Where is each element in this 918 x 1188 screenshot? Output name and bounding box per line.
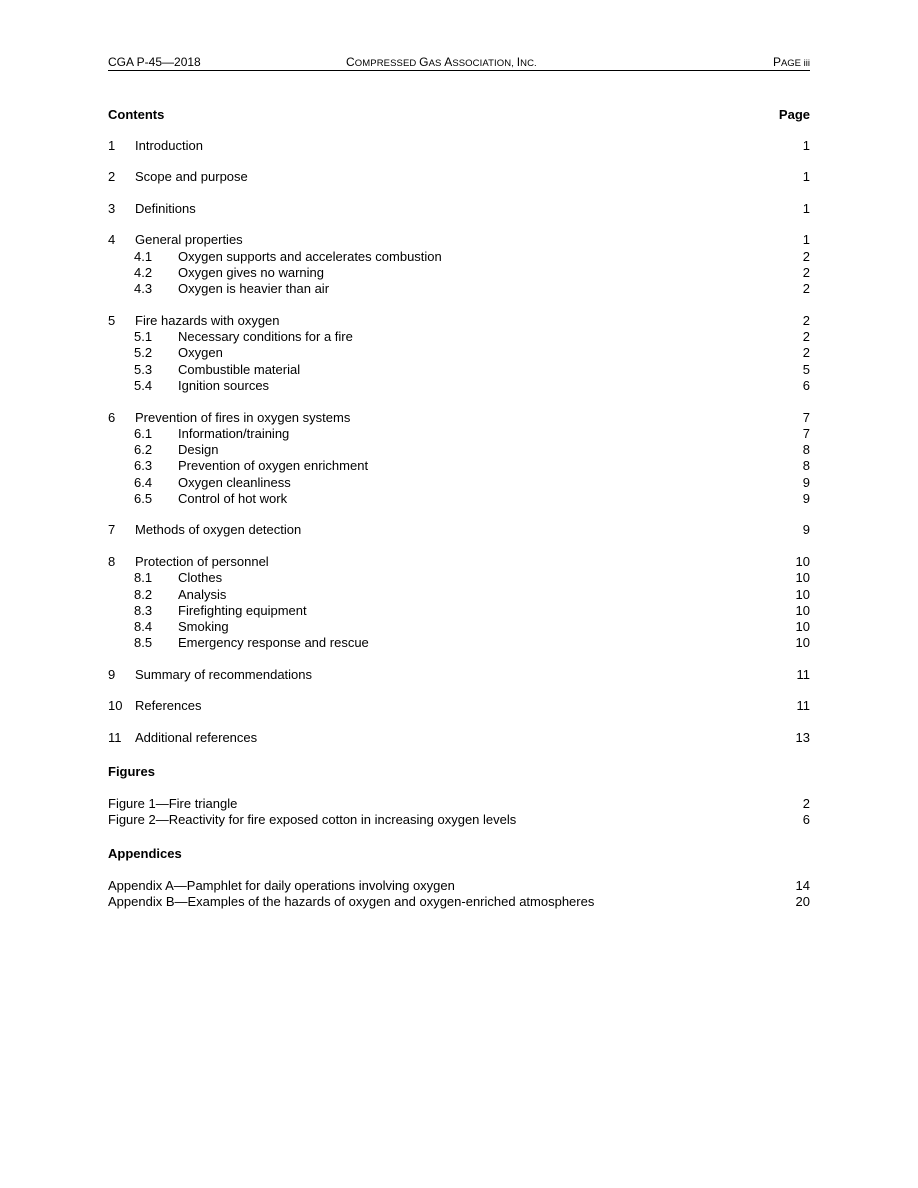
- section-number: 6: [108, 409, 116, 425]
- entry-page-number: 9: [802, 522, 810, 538]
- entry-page-number: 8: [802, 442, 810, 458]
- section-number: 4.1: [134, 248, 153, 264]
- entry-label: Emergency response and rescue: [178, 635, 369, 651]
- entry-label: Appendix B—Examples of the hazards of oxygen and oxygen-enriched atmospheres: [108, 894, 595, 910]
- entry-label: Prevention of oxygen enrichment: [178, 458, 369, 474]
- entry-label: Clothes: [178, 570, 223, 586]
- entry-label: Prevention of fires in oxygen systems: [135, 409, 351, 425]
- contents-title: Contents: [108, 107, 165, 122]
- toc-subentry[interactable]: [108, 458, 810, 474]
- section-number: 6.1: [134, 425, 153, 441]
- toc-entry[interactable]: [108, 698, 810, 714]
- section-number: 8.1: [134, 570, 153, 586]
- entry-label: Scope and purpose: [135, 169, 248, 185]
- section-number: 8.4: [134, 619, 153, 635]
- entry-label: Oxygen cleanliness: [178, 474, 291, 490]
- entry-label: Ignition sources: [178, 378, 270, 394]
- toc-subentry[interactable]: [108, 587, 810, 603]
- section-number: 10: [108, 698, 123, 714]
- entry-label: Summary of recommendations: [135, 666, 313, 682]
- entry-page-number: 2: [802, 345, 810, 361]
- entry-page-number: 11: [796, 666, 810, 682]
- doc-id: CGA P-45—2018: [108, 55, 201, 69]
- toc-subentry[interactable]: [108, 570, 810, 586]
- section-number: 8: [108, 553, 116, 569]
- entry-page-number: 6: [802, 812, 810, 828]
- section-number: 3: [108, 200, 116, 216]
- entry-label: Combustible material: [178, 361, 301, 377]
- entry-label: References: [135, 698, 202, 714]
- toc-subentry[interactable]: [108, 635, 810, 651]
- entry-label: Additional references: [135, 729, 258, 745]
- section-number: 4.2: [134, 265, 153, 281]
- entry-page-number: 10: [795, 553, 810, 569]
- spacer: [108, 507, 810, 522]
- toc-entry[interactable]: [108, 313, 810, 329]
- figures-list: [108, 796, 810, 829]
- toc-subentry[interactable]: [108, 475, 810, 491]
- page-column-label: Page: [778, 107, 810, 122]
- section-number: 8.5: [134, 635, 153, 651]
- entry-page-number: 2: [802, 281, 810, 297]
- toc-entry[interactable]: [108, 812, 810, 828]
- spacer: [108, 217, 810, 232]
- entry-page-number: 1: [802, 169, 810, 185]
- section-number: 1: [108, 138, 116, 153]
- toc-entry[interactable]: [108, 169, 810, 185]
- entry-page-number: 6: [802, 378, 810, 394]
- toc-subentry[interactable]: [108, 362, 810, 378]
- toc-entry[interactable]: [108, 138, 810, 154]
- entry-label: General properties: [135, 232, 243, 248]
- entry-label: Oxygen gives no warning: [178, 265, 324, 281]
- entry-page-number: 13: [795, 729, 810, 745]
- entry-page-number: 10: [795, 602, 810, 618]
- entry-label: Design: [178, 442, 219, 458]
- entry-page-number: 2: [802, 329, 810, 345]
- section-number: 9: [108, 666, 116, 682]
- section-number: 6.5: [134, 490, 153, 506]
- toc-subentry[interactable]: [108, 249, 810, 265]
- toc-entry[interactable]: [108, 730, 810, 746]
- toc-subentry[interactable]: [108, 426, 810, 442]
- appendices-heading: Appendices: [108, 846, 182, 861]
- toc-entry[interactable]: [108, 410, 810, 426]
- entry-label: Necessary conditions for a fire: [178, 329, 353, 345]
- page-number: PAGE iii: [772, 55, 810, 69]
- entry-label: Oxygen supports and accelerates combustion: [178, 248, 442, 264]
- entry-label: Definitions: [135, 200, 196, 216]
- section-number: 8.2: [134, 586, 153, 602]
- entry-label: Methods of oxygen detection: [135, 522, 302, 538]
- section-number: 7: [108, 522, 116, 538]
- toc-subentry[interactable]: [108, 378, 810, 394]
- section-number: 5.4: [134, 378, 153, 394]
- entry-page-number: 7: [802, 409, 810, 425]
- section-number: 5: [108, 312, 116, 328]
- spacer: [108, 715, 810, 730]
- toc-entry[interactable]: [108, 878, 810, 894]
- toc-subentry[interactable]: [108, 491, 810, 507]
- toc-subentry[interactable]: [108, 329, 810, 345]
- entry-page-number: 10: [795, 570, 810, 586]
- toc-subentry[interactable]: [108, 603, 810, 619]
- entry-label: Figure 1—Fire triangle: [108, 796, 238, 811]
- entry-label: Introduction: [135, 138, 203, 153]
- spacer: [108, 154, 810, 169]
- section-number: 4: [108, 232, 116, 248]
- section-number: 11: [108, 729, 122, 745]
- entry-page-number: 9: [802, 490, 810, 506]
- toc-entry[interactable]: [108, 894, 810, 910]
- toc-entry[interactable]: [108, 232, 810, 248]
- entry-label: Appendix A—Pamphlet for daily operations involving oxygen: [108, 878, 455, 893]
- section-number: 5.3: [134, 361, 153, 377]
- section-number: 8.3: [134, 602, 153, 618]
- toc-entry[interactable]: [108, 667, 810, 683]
- entry-page-number: 1: [802, 138, 810, 153]
- entry-page-number: 9: [802, 474, 810, 490]
- section-number: 2: [108, 169, 116, 185]
- entry-label: Oxygen is heavier than air: [178, 281, 330, 297]
- entry-label: Figure 2—Reactivity for fire exposed cotton in increasing oxygen levels: [108, 812, 517, 828]
- toc-entry[interactable]: [108, 554, 810, 570]
- contents-heading: [108, 107, 810, 122]
- figures-heading: Figures: [108, 764, 155, 779]
- entry-label: Oxygen: [178, 345, 223, 361]
- entry-label: Analysis: [178, 586, 227, 602]
- toc-subentry[interactable]: [108, 265, 810, 281]
- entry-label: Fire hazards with oxygen: [135, 312, 280, 328]
- entry-label: Information/training: [178, 425, 290, 441]
- entry-page-number: 5: [802, 361, 810, 377]
- section-number: 5.1: [134, 329, 153, 345]
- section-number: 6.4: [134, 474, 153, 490]
- spacer: [108, 298, 810, 313]
- section-number: 6.2: [134, 442, 153, 458]
- toc-subentry[interactable]: [108, 619, 810, 635]
- entry-label: Protection of personnel: [135, 553, 269, 569]
- entry-page-number: 2: [802, 248, 810, 264]
- entry-page-number: 20: [795, 894, 810, 910]
- entry-label: Firefighting equipment: [178, 602, 307, 618]
- spacer: [108, 394, 810, 409]
- entry-page-number: 8: [802, 458, 810, 474]
- spacer: [108, 652, 810, 667]
- entry-page-number: 2: [802, 265, 810, 281]
- entry-page-number: 2: [802, 796, 810, 811]
- entry-page-number: 14: [795, 878, 810, 893]
- entry-label: Control of hot work: [178, 490, 288, 506]
- toc-entry[interactable]: [108, 201, 810, 217]
- entry-page-number: 11: [796, 698, 810, 714]
- section-number: 4.3: [134, 281, 153, 297]
- entry-page-number: 2: [802, 312, 810, 328]
- entry-page-number: 10: [795, 635, 810, 651]
- entry-page-number: 7: [802, 425, 810, 441]
- entry-page-number: 1: [802, 200, 810, 216]
- spacer: [108, 539, 810, 554]
- running-header: [108, 54, 810, 71]
- toc-entry[interactable]: [108, 522, 810, 538]
- toc-subentry[interactable]: [108, 345, 810, 361]
- table-of-contents: [108, 138, 810, 746]
- entry-label: Smoking: [178, 619, 229, 635]
- entry-page-number: 1: [802, 232, 810, 248]
- toc-subentry[interactable]: [108, 442, 810, 458]
- toc-subentry[interactable]: [108, 281, 810, 297]
- entry-page-number: 10: [795, 619, 810, 635]
- spacer: [108, 186, 810, 201]
- section-number: 5.2: [134, 345, 153, 361]
- appendices-list: [108, 878, 810, 911]
- spacer: [108, 683, 810, 698]
- section-number: 6.3: [134, 458, 153, 474]
- toc-entry[interactable]: [108, 796, 810, 812]
- publisher-name: COMPRESSED GAS ASSOCIATION, INC.: [346, 55, 537, 69]
- entry-page-number: 10: [795, 586, 810, 602]
